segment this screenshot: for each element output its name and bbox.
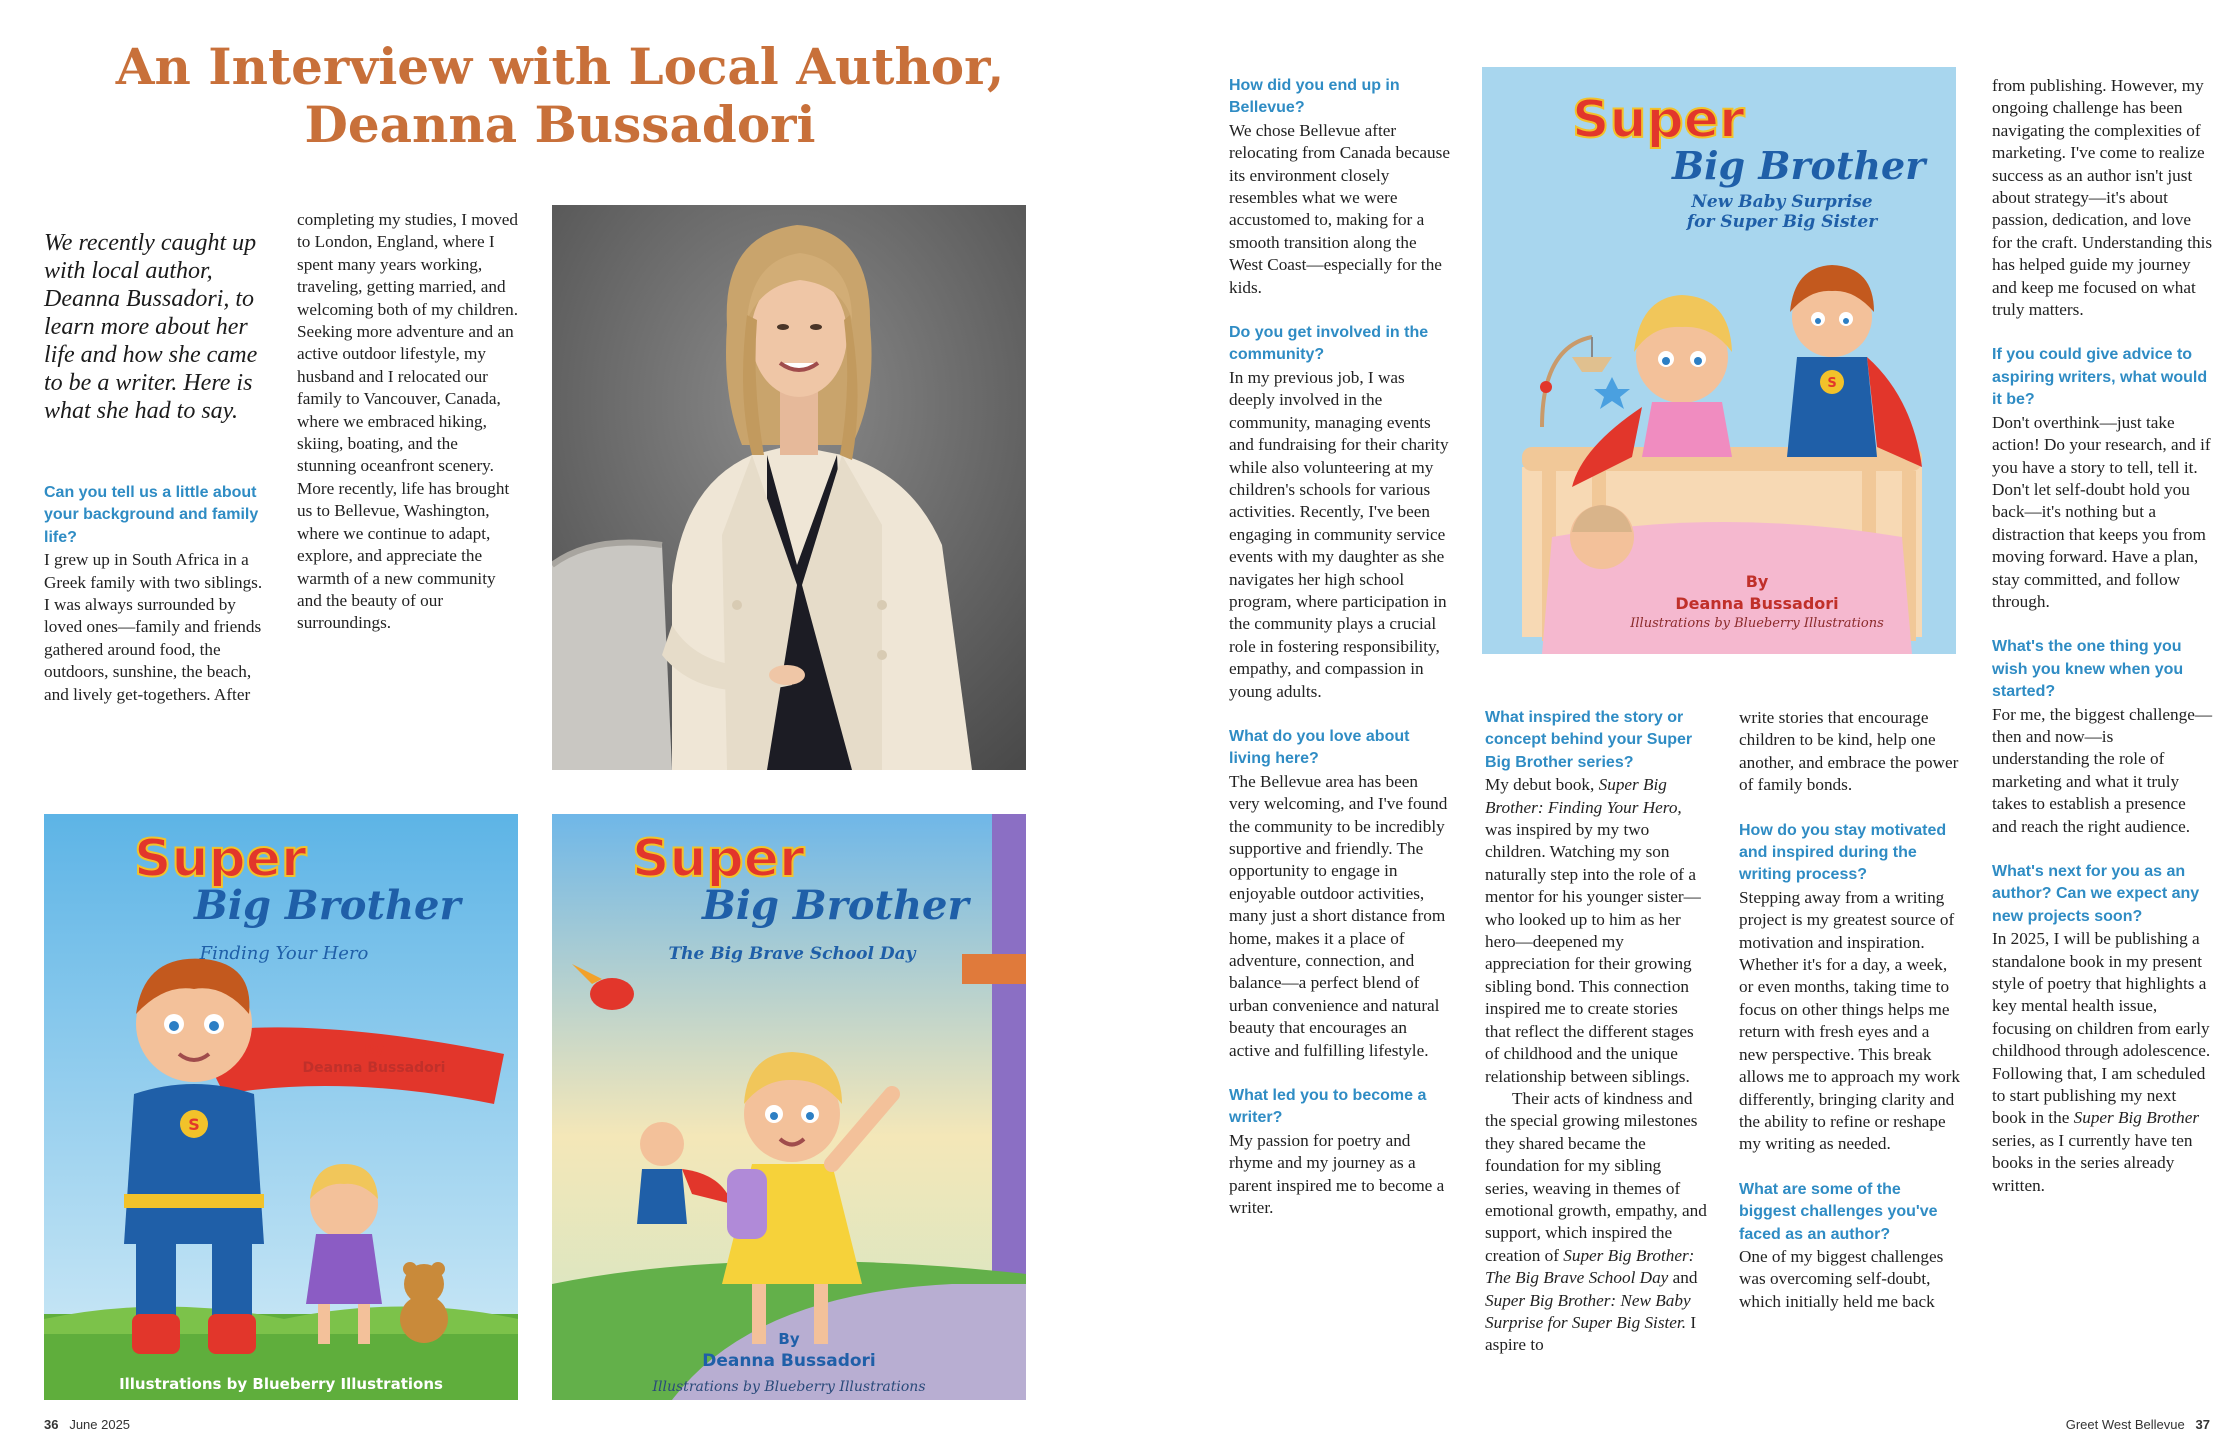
page-number-left: 36: [44, 1417, 59, 1432]
right-column-1: [1229, 75, 1451, 1220]
inspiration-text-2: was inspired by my two children. Watching my son naturally step into the role of a mentor for his younger sister—who looked up to him as her hero—deepened my appreciation for their growing sibling bond. This connection inspired me to create stories that reflect the different stages of childhood and the unique relationship between siblings.: [1485, 820, 1701, 1086]
question-inspiration: What inspired the story or concept behind your Super Big Brother series?: [1485, 709, 1693, 771]
author-portrait: [552, 205, 1026, 770]
inspiration-text-3: Their acts of kindness and the special growing milestones they shared became the foundation for my sibling series, weaving in themes of emotional growth, empathy, and support, which inspired the creation of: [1485, 1088, 1707, 1265]
cover-hero-author: Deanna Bussadori: [302, 1060, 446, 1076]
book-title-finding-your-hero: Super Big Brother: Finding Your Hero,: [1485, 775, 1682, 817]
cover-school-big-brother: Big Brother: [702, 882, 969, 929]
answer-inspiration-p2: [1485, 1088, 1707, 1357]
cover-hero-illustrator: Illustrations by Blueberry Illustrations: [119, 1375, 443, 1393]
answer-challenges-part1: One of my biggest challenges was overcoming self-doubt, which initially held me back: [1739, 1246, 1944, 1311]
article-title: [60, 38, 1060, 154]
answer-motivation: Stepping away from a writing project is my greatest source of motivation and inspiration. Whether it's for a day, a week, or even months, taking time to focus on other things helps me return with fresh eyes and a new perspective. This break allows me to approach my work differently, bringing clarity and the ability to refine or reshape my writing as needed.: [1739, 887, 1960, 1154]
cover-school-illustrator: Illustrations by Blueberry Illustrations: [652, 1379, 926, 1395]
answer-become-writer: My passion for poetry and rhyme and my journey as a parent inspired me to become a writer.: [1229, 1130, 1445, 1218]
title-line-1: An Interview with Local Author,: [115, 37, 1005, 96]
answer-living-here: The Bellevue area has been very welcoming, and I've found the community to be incredibly supportive and friendly. The opportunity to engage in enjoyable outdoor activities, many just a short distance from home, makes it a place of adventure, connection, and balance—a perfect blend of urban convenience and natural beauty that encourages an active and fulfilling lifestyle.: [1229, 771, 1448, 1060]
cover-school-subtitle: The Big Brave School Day: [668, 944, 916, 964]
cover-baby-subtitle-1: New Baby Surprise: [1691, 192, 1873, 212]
inspiration-and: and: [1668, 1268, 1698, 1288]
series-title: Super Big Brother: [2073, 1108, 2200, 1128]
book-cover-finding-your-hero: [44, 814, 518, 1400]
cover-school-author: Deanna Bussadori: [702, 1351, 876, 1371]
cover-baby-big-brother: Big Brother: [1672, 143, 1926, 188]
answer-challenges-part2: from publishing. However, my ongoing challenge has been navigating the complexities of marketing. I've come to realize success as an author isn't just about strategy—it's about passion, dedication, and love for the craft. Understanding this has helped guide my journey and keep me focused on what truly matters.: [1992, 76, 2213, 320]
answer-advice: Don't overthink—just take action! Do your research, and if you have a story to tell, tell it. Don't let self-doubt hold you back—it's nothing but a distraction that keeps you from moving forward. Have a plan, stay committed, and follow through.: [1992, 412, 2211, 611]
cover-school-super: Super: [632, 829, 805, 889]
cover-baby-illustrator: Illustrations by Blueberry Illustrations: [1630, 616, 1884, 631]
cover-baby-by: By: [1745, 572, 1769, 591]
intro-text: We recently caught up with local author, Deanna Bussadori, to learn more about her life and how she came to be a writer. Here is what she had to say.: [44, 230, 258, 424]
question-community: Do you get involved in the community?: [1229, 324, 1429, 364]
question-bellevue: How did you end up in Bellevue?: [1229, 77, 1400, 117]
answer-bellevue: We chose Bellevue after relocating from Canada because its environment closely resembles what we were accustomed to, making for a smooth transition along the West Coast—especially for the kids.: [1229, 120, 1450, 297]
book-title-school-day: Super Big Brother: The Big Brave School Day: [1485, 1245, 1695, 1288]
question-background: Can you tell us a little about your background and family life?: [44, 484, 259, 546]
answer-background-part2: completing my studies, I moved to London, England, where I spent many years working, traveling, getting married, and welcoming both of my children. Seeking more adventure and an active outdoor lifestyle, my husband and I relocated our family to Vancouver, Canada, where we embraced hiking, skiing, boating, and the stunning oceanfront scenery. More recently, life has brought us to Bellevue, Washington, where we continue to adapt, explore, and appreciate the warmth of a new community and the beauty of our surroundings.: [297, 210, 519, 633]
svg-text:S: S: [188, 1115, 200, 1134]
right-column-2: [1485, 707, 1707, 1357]
cover-hero-big-brother: Big Brother: [194, 882, 461, 929]
question-motivation: How do you stay motivated and inspired during the writing process?: [1739, 821, 1947, 884]
cover-hero-super: Super: [134, 829, 307, 889]
cover-baby-author: Deanna Bussadori: [1675, 594, 1839, 613]
issue-date: June 2025: [69, 1417, 131, 1432]
whats-next-text-1: In 2025, I will be publishing a standalone book in my present style of poetry that highlights a key mental health issue, focusing on children from early childhood through adolescence. Following that, I am scheduled to start publishing my next book in the: [1992, 929, 2211, 1128]
answer-inspiration-p3: write stories that encourage children to be kind, help one another, and embrace the power of family bonds.: [1739, 708, 1959, 795]
book-cover-new-baby-surprise: [1482, 67, 1956, 654]
cover-baby-super: Super: [1572, 90, 1745, 150]
inspiration-text-4: I aspire to: [1485, 1312, 1697, 1355]
question-whats-next: What's next for you as an author? Can we expect any new projects soon?: [1992, 863, 2200, 925]
left-column-2: [297, 209, 519, 635]
question-living-here: What do you love about living here?: [1229, 727, 1410, 768]
answer-wish-knew: For me, the biggest challenge—then and now—is understanding the role of marketing and what it truly takes to establish a presence and reach the right audience.: [1992, 704, 2213, 836]
title-line-2: Deanna Bussadori: [304, 95, 816, 154]
magazine-name: Greet West Bellevue: [2065, 1417, 2185, 1432]
inspiration-text-1: My debut book,: [1485, 775, 1599, 795]
answer-background-part1: I grew up in South Africa in a Greek family with two siblings. I was always surrounded by loved ones—family and friends gathered around food, the outdoors, sunshine, the beach, and lively get-togethers. After: [44, 550, 263, 704]
answer-inspiration-p1: [1485, 774, 1707, 1088]
cover-hero-subtitle: Finding Your Hero: [199, 943, 369, 964]
svg-text:S: S: [1827, 376, 1837, 391]
left-column-1: [44, 205, 266, 706]
cover-school-by: By: [778, 1330, 800, 1348]
question-become-writer: What led you to become a writer?: [1229, 1087, 1427, 1127]
question-challenges: What are some of the biggest challenges you've faced as an author?: [1739, 1180, 1938, 1243]
cover-baby-subtitle-2: for Super Big Sister: [1686, 212, 1878, 232]
question-wish-knew: What's the one thing you wish you knew when you started?: [1992, 638, 2184, 701]
footer-right: [2066, 1417, 2210, 1432]
book-cover-big-brave-school-day: [552, 814, 1026, 1400]
page-number-right: 37: [2195, 1417, 2210, 1432]
whats-next-text-2: series, as I currently have ten books in the series already written.: [1992, 1130, 2193, 1195]
right-column-3: [1739, 707, 1961, 1313]
book-title-new-baby: Super Big Brother: New Baby Surprise for Super Big Sister.: [1485, 1290, 1691, 1332]
footer-left: [44, 1417, 130, 1432]
answer-community: In my previous job, I was deeply involved in the community, managing events and fundraising for their charity while also volunteering at my children's schools for various activities. Recently, I've been engaging in community service events with my daughter as she navigates her high school program, where participation in the community plays a crucial role in fostering responsibility, empathy, and compassion in young adults.: [1229, 367, 1449, 701]
right-column-4: [1992, 75, 2214, 1197]
question-advice: If you could give advice to aspiring writers, what would it be?: [1992, 346, 2208, 409]
answer-whats-next: [1992, 928, 2214, 1197]
cover-hero-by: By: [364, 1042, 384, 1058]
